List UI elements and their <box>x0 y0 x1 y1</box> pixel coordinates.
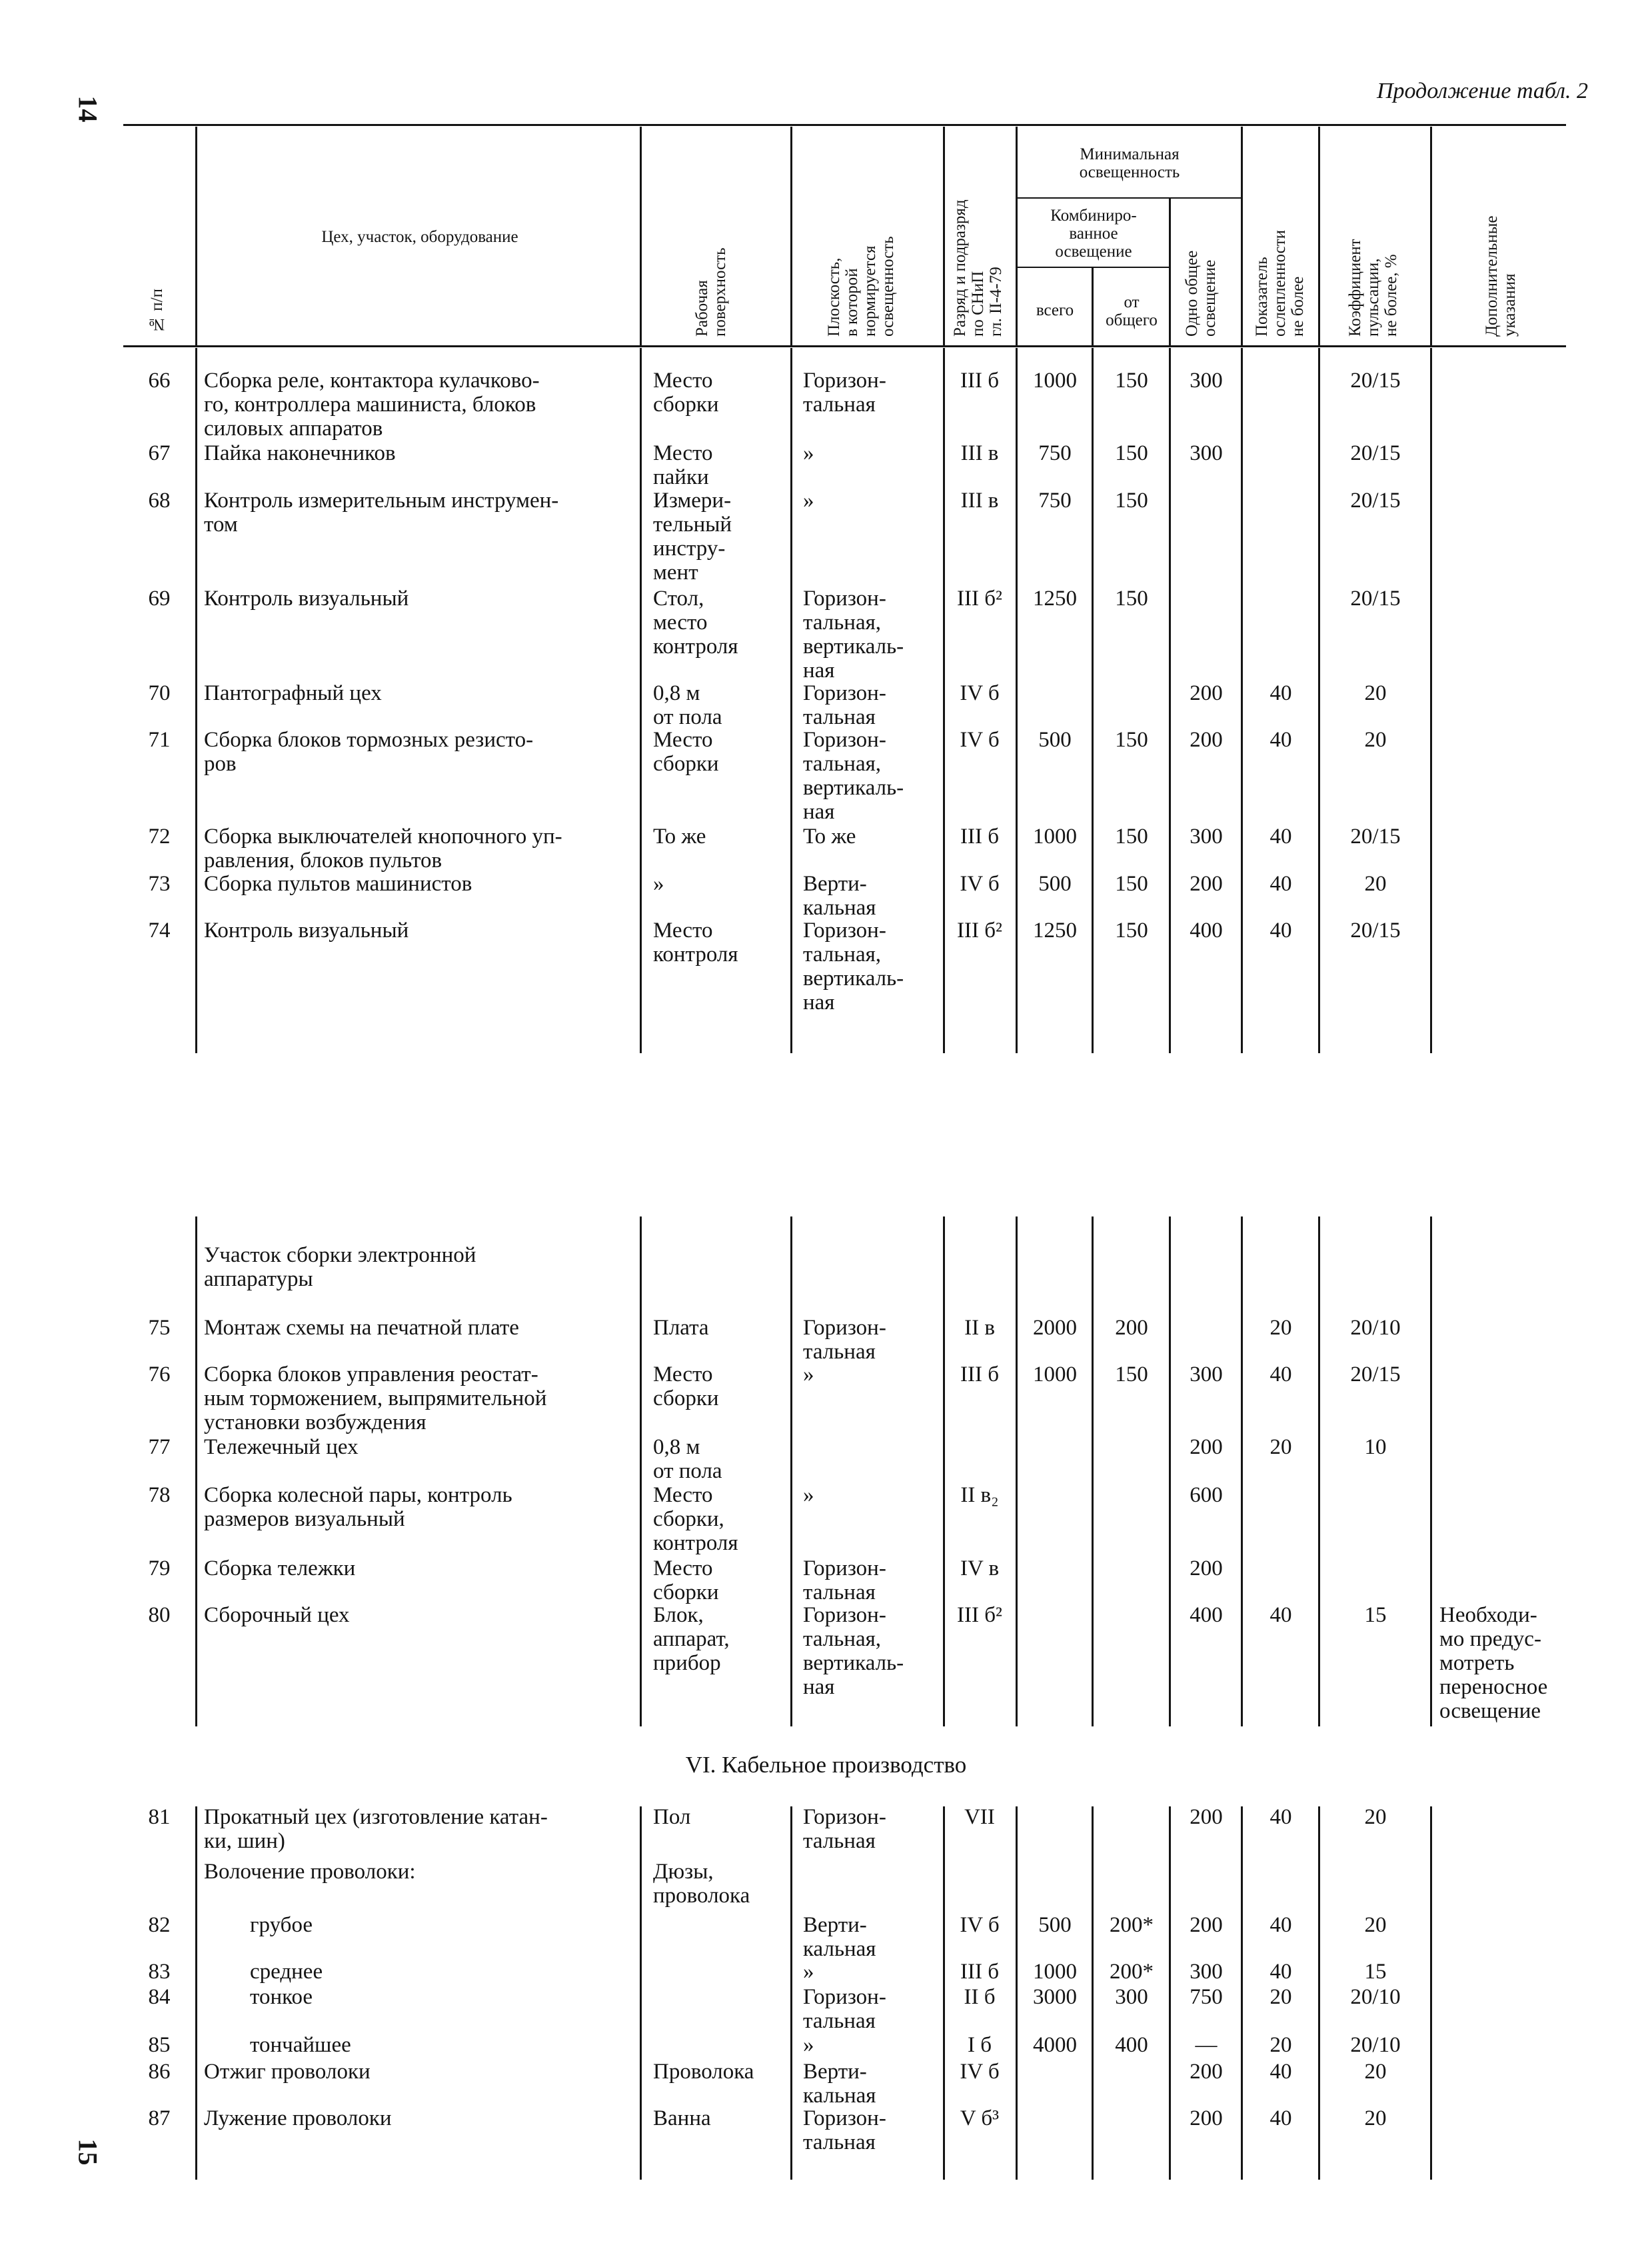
cell-glare: 20 <box>1269 1985 1292 2009</box>
header-pulsation: Коэффициент пульсации, не более, % <box>1346 239 1400 337</box>
cell-glare: 40 <box>1269 681 1292 705</box>
cell-puls: 20/10 <box>1350 2033 1401 2057</box>
cell-general: 200 <box>1190 1805 1223 1829</box>
cell-n: 69 <box>148 587 171 611</box>
cell-puls: 20/15 <box>1350 1362 1401 1386</box>
cell-general: 200 <box>1190 2106 1223 2130</box>
header-combined: Комбиниро- ванное освещение <box>1050 207 1137 261</box>
cell-plane: » <box>803 1960 814 1984</box>
cell-plane: Горизон- тальная, вертикаль- ная <box>803 587 904 683</box>
cell-n: 77 <box>148 1435 171 1459</box>
header-total: всего <box>1036 301 1074 319</box>
table-continuation-caption: Продолжение табл. 2 <box>1376 79 1588 103</box>
cell-n: 76 <box>148 1362 171 1386</box>
cell-from: 150 <box>1115 587 1148 611</box>
cell-total: 500 <box>1038 728 1072 752</box>
cell-n: 81 <box>148 1805 171 1829</box>
cell-glare: 20 <box>1269 2033 1292 2057</box>
cell-plane: Горизон- тальная <box>803 369 886 417</box>
cell-n: 67 <box>148 441 171 465</box>
cell-name: Сборка тележки <box>204 1556 356 1580</box>
cell-surface: Место пайки <box>653 441 713 489</box>
cell-general: 300 <box>1190 1362 1223 1386</box>
cell-note: Необходи- мо предус- мотреть переносное освещение <box>1439 1603 1548 1723</box>
cell-plane: » <box>803 1483 814 1507</box>
cell-total: 1000 <box>1033 369 1077 393</box>
cell-name: тонкое <box>250 1985 313 2009</box>
cell-n: 72 <box>148 825 171 849</box>
cell-name: Лужение проволоки <box>204 2106 392 2130</box>
cell-name: Отжиг проволоки <box>204 2060 371 2084</box>
cell-glare: 40 <box>1269 872 1292 896</box>
header-col-line <box>1169 199 1171 345</box>
cell-plane: Горизон- тальная <box>803 2106 886 2154</box>
cell-glare: 40 <box>1269 825 1292 849</box>
cell-puls: 20 <box>1364 872 1387 896</box>
cell-glare: 40 <box>1269 2060 1292 2084</box>
cell-plane: Верти- кальная <box>803 1913 876 1961</box>
header-col-line <box>943 127 945 345</box>
header-surface: Рабочая поверхность <box>693 247 729 337</box>
cell-from: 200* <box>1110 1960 1154 1984</box>
cell-plane: » <box>803 1362 814 1386</box>
cell-surface: Плата <box>653 1316 709 1340</box>
cell-n: 68 <box>148 489 171 513</box>
cell-name: Прокатный цех (изготовление катан- ки, шин) <box>204 1805 548 1853</box>
cell-glare: 40 <box>1269 1805 1292 1829</box>
header-plane: Плоскость, в которой нормируется освещенность <box>825 236 897 337</box>
cell-plane: Горизон- тальная <box>803 1985 886 2033</box>
cell-name: Сборка пультов машинистов <box>204 872 472 896</box>
cell-total: 1250 <box>1033 587 1077 611</box>
header-of-general: от общего <box>1106 293 1158 329</box>
cell-surface: Пол <box>653 1805 691 1829</box>
cell-name: Сборка блоков управления реостат- ным торможением, выпрямительной установки возбуждения <box>204 1362 547 1434</box>
cell-n: 73 <box>148 872 171 896</box>
cell-n: 87 <box>148 2106 171 2130</box>
cell-puls: 15 <box>1364 1960 1387 1984</box>
cell-from: 150 <box>1115 872 1148 896</box>
cell-puls: 20 <box>1364 681 1387 705</box>
section-title: VI. Кабельное производство <box>685 1752 967 1778</box>
cell-surface: » <box>653 872 664 896</box>
cell-plane: » <box>803 2033 814 2057</box>
cell-general: 400 <box>1190 1603 1223 1627</box>
cell-surface: 0,8 м от пола <box>653 681 722 729</box>
cell-n: 75 <box>148 1316 171 1340</box>
cell-puls: 20/15 <box>1350 369 1401 393</box>
cell-name: Тележечный цех <box>204 1435 359 1459</box>
cell-glare: 40 <box>1269 1603 1292 1627</box>
cell-name: Сборка выключателей кнопочного уп- равления, блоков пультов <box>204 825 562 873</box>
cell-general: 400 <box>1190 919 1223 943</box>
cell-name: Волочение проволоки: <box>204 1860 416 1884</box>
cell-plane: » <box>803 441 814 465</box>
cell-n: 74 <box>148 919 171 943</box>
header-additional: Дополнительные указания <box>1483 215 1519 337</box>
header-col-line <box>195 127 197 345</box>
cell-from: 200* <box>1110 1913 1154 1937</box>
cell-plane: Горизон- тальная <box>803 1805 886 1853</box>
cell-from: 150 <box>1115 489 1148 513</box>
cell-surface: Стол, место контроля <box>653 587 738 659</box>
cell-glare: 20 <box>1269 1435 1292 1459</box>
cell-puls: 20/15 <box>1350 587 1401 611</box>
cell-name: среднее <box>250 1960 323 1984</box>
header-minimal: Минимальная освещенность <box>1079 145 1180 181</box>
cell-surface: То же <box>653 825 706 849</box>
cell-total: 500 <box>1038 872 1072 896</box>
cell-n: 79 <box>148 1556 171 1580</box>
header-bottom-rule <box>123 345 1566 347</box>
cell-n: 84 <box>148 1985 171 2009</box>
cell-name: Участок сборки электронной аппаратуры <box>204 1243 476 1291</box>
cell-puls: 20 <box>1364 2060 1387 2084</box>
cell-name: Сборка реле, контактора кулачково- го, контроллера машиниста, блоков силовых аппаратов <box>204 369 540 441</box>
cell-general: 200 <box>1190 1913 1223 1937</box>
cell-plane: Горизон- тальная <box>803 1556 886 1604</box>
cell-name: Сборочный цех <box>204 1603 350 1627</box>
cell-surface: Блок, аппарат, прибор <box>653 1603 730 1675</box>
cell-grade: IV б <box>960 728 1000 752</box>
cell-general: — <box>1195 2033 1218 2057</box>
cell-n: 66 <box>148 369 171 393</box>
cell-name: Контроль визуальный <box>204 587 409 611</box>
cell-grade: VII <box>964 1805 995 1829</box>
header-col-line <box>1430 127 1432 345</box>
cell-n: 71 <box>148 728 171 752</box>
cell-total: 4000 <box>1033 2033 1077 2057</box>
cell-plane: Горизон- тальная, вертикаль- ная <box>803 728 904 824</box>
cell-general: 200 <box>1190 1435 1223 1459</box>
cell-total: 500 <box>1038 1913 1072 1937</box>
cell-general: 300 <box>1190 1960 1223 1984</box>
cell-from: 150 <box>1115 441 1148 465</box>
cell-total: 750 <box>1038 489 1072 513</box>
cell-grade: IV б <box>960 872 1000 896</box>
cell-n: 85 <box>148 2033 171 2057</box>
header-grade: Разряд и подразряд по СНиП гл. II-4-79 <box>951 199 1005 337</box>
cell-surface: Ванна <box>653 2106 711 2130</box>
cell-grade: III в <box>960 489 999 513</box>
cell-plane: То же <box>803 825 856 849</box>
cell-surface: Место сборки <box>653 1362 719 1410</box>
header-number: № п/п <box>148 289 166 333</box>
header-col-line <box>790 127 792 345</box>
cell-from: 200 <box>1115 1316 1148 1340</box>
page-number-bottom: 15 <box>73 2138 103 2166</box>
cell-plane: Верти- кальная <box>803 2060 876 2108</box>
cell-general: 200 <box>1190 728 1223 752</box>
cell-total: 1000 <box>1033 1362 1077 1386</box>
cell-total: 3000 <box>1033 1985 1077 2009</box>
cell-name: Монтаж схемы на печатной плате <box>204 1316 519 1340</box>
cell-grade: III б² <box>957 1603 1002 1627</box>
cell-grade: III б² <box>957 587 1002 611</box>
cell-grade: III б <box>960 1960 999 1984</box>
header-col-line <box>1092 267 1094 345</box>
cell-puls: 20 <box>1364 1805 1387 1829</box>
cell-puls: 15 <box>1364 1603 1387 1627</box>
cell-from: 150 <box>1115 369 1148 393</box>
cell-grade: I б <box>967 2033 992 2057</box>
cell-name: Контроль визуальный <box>204 919 409 943</box>
cell-glare: 40 <box>1269 728 1292 752</box>
cell-from: 150 <box>1115 1362 1148 1386</box>
cell-total: 1250 <box>1033 919 1077 943</box>
cell-glare: 20 <box>1269 1316 1292 1340</box>
cell-plane: Верти- кальная <box>803 872 876 920</box>
header-top-rule <box>123 124 1566 126</box>
cell-grade: III б² <box>957 919 1002 943</box>
cell-grade: V б³ <box>960 2106 1000 2130</box>
cell-surface: Измери- тельный инстру- мент <box>653 489 732 585</box>
cell-glare: 40 <box>1269 1362 1292 1386</box>
cell-glare: 40 <box>1269 1960 1292 1984</box>
cell-plane: Горизон- тальная <box>803 1316 886 1364</box>
cell-grade: III б <box>960 369 999 393</box>
cell-from: 150 <box>1115 919 1148 943</box>
cell-name: Сборка блоков тормозных резисто- ров <box>204 728 534 776</box>
cell-puls: 20/15 <box>1350 489 1401 513</box>
cell-from: 400 <box>1115 2033 1148 2057</box>
header-glare: Показатель ослепленности не более <box>1253 229 1307 337</box>
cell-surface: Место сборки, контроля <box>653 1483 738 1555</box>
cell-puls: 20/10 <box>1350 1985 1401 2009</box>
cell-grade: II б <box>964 1985 996 2009</box>
cell-grade: IV б <box>960 2060 1000 2084</box>
cell-surface: Место контроля <box>653 919 738 967</box>
cell-plane: Горизон- тальная, вертикаль- ная <box>803 1603 904 1699</box>
header-col-line <box>1016 127 1018 345</box>
cell-general: 200 <box>1190 872 1223 896</box>
cell-glare: 40 <box>1269 1913 1292 1937</box>
cell-plane: Горизон- тальная, вертикаль- ная <box>803 919 904 1015</box>
cell-plane: » <box>803 489 814 513</box>
header-sub-rule <box>1016 197 1241 199</box>
header-sub-rule <box>1016 267 1169 268</box>
cell-puls: 20/15 <box>1350 825 1401 849</box>
header-shop: Цех, участок, оборудование <box>321 228 518 246</box>
cell-grade: II в <box>964 1316 995 1340</box>
cell-from: 150 <box>1115 728 1148 752</box>
cell-general: 200 <box>1190 681 1223 705</box>
header-col-line <box>1318 127 1320 345</box>
header-col-line <box>640 127 642 345</box>
cell-grade: III б <box>960 825 999 849</box>
cell-name: Пайка наконечников <box>204 441 396 465</box>
cell-n: 78 <box>148 1483 171 1507</box>
cell-total: 1000 <box>1033 825 1077 849</box>
header-general-only: Одно общее освещение <box>1183 250 1219 337</box>
cell-general: 200 <box>1190 2060 1223 2084</box>
cell-n: 80 <box>148 1603 171 1627</box>
cell-surface: 0,8 м от пола <box>653 1435 722 1483</box>
cell-surface: Место сборки <box>653 728 719 776</box>
cell-general: 300 <box>1190 825 1223 849</box>
cell-n: 70 <box>148 681 171 705</box>
cell-glare: 40 <box>1269 2106 1292 2130</box>
page-number-top: 14 <box>73 95 103 123</box>
cell-grade: II в₂ <box>960 1483 999 1507</box>
cell-surface: Проволока <box>653 2060 754 2084</box>
cell-from: 150 <box>1115 825 1148 849</box>
cell-total: 1000 <box>1033 1960 1077 1984</box>
cell-plane: Горизон- тальная <box>803 681 886 729</box>
cell-surface: Место сборки <box>653 369 719 417</box>
cell-puls: 10 <box>1364 1435 1387 1459</box>
cell-name: Контроль измерительным инструмен- том <box>204 489 559 537</box>
cell-puls: 20/15 <box>1350 441 1401 465</box>
cell-grade: IV б <box>960 1913 1000 1937</box>
cell-puls: 20/15 <box>1350 919 1401 943</box>
cell-name: грубое <box>250 1913 313 1937</box>
cell-puls: 20/10 <box>1350 1316 1401 1340</box>
cell-general: 600 <box>1190 1483 1223 1507</box>
cell-surface: Дюзы, проволока <box>653 1860 750 1908</box>
cell-grade: IV в <box>960 1556 1000 1580</box>
cell-grade: III б <box>960 1362 999 1386</box>
cell-total: 2000 <box>1033 1316 1077 1340</box>
cell-puls: 20 <box>1364 728 1387 752</box>
cell-surface: Место сборки <box>653 1556 719 1604</box>
cell-general: 300 <box>1190 369 1223 393</box>
cell-n: 86 <box>148 2060 171 2084</box>
cell-from: 300 <box>1115 1985 1148 2009</box>
cell-general: 750 <box>1190 1985 1223 2009</box>
header-col-line <box>1241 127 1243 345</box>
cell-puls: 20 <box>1364 2106 1387 2130</box>
cell-glare: 40 <box>1269 919 1292 943</box>
cell-n: 83 <box>148 1960 171 1984</box>
cell-total: 750 <box>1038 441 1072 465</box>
cell-name: Сборка колесной пары, контроль размеров визуальный <box>204 1483 512 1531</box>
cell-grade: III в <box>960 441 999 465</box>
cell-grade: IV б <box>960 681 1000 705</box>
cell-general: 300 <box>1190 441 1223 465</box>
cell-n: 82 <box>148 1913 171 1937</box>
cell-name: Пантографный цех <box>204 681 382 705</box>
cell-name: тончайшее <box>250 2033 351 2057</box>
cell-general: 200 <box>1190 1556 1223 1580</box>
cell-puls: 20 <box>1364 1913 1387 1937</box>
